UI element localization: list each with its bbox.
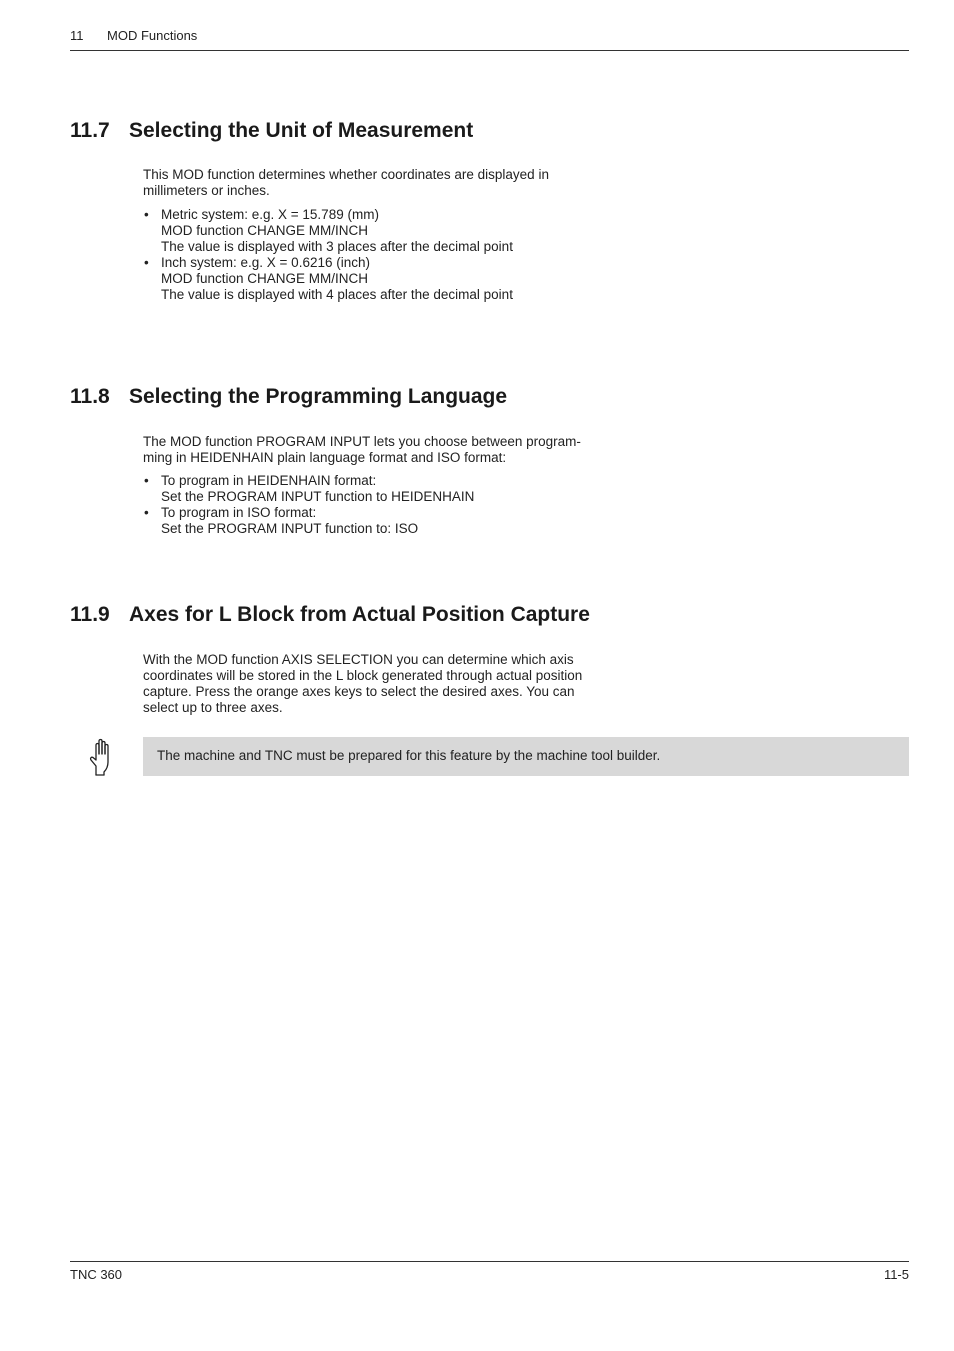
paragraph-line: coordinates will be stored in the L block generated through actual position (143, 668, 583, 683)
list-item-line: MOD function CHANGE MM/INCH (161, 271, 369, 286)
list-item-line: Metric system: e.g. X = 15.789 (mm) (161, 207, 379, 222)
section-paragraph (143, 652, 623, 716)
list-item-line: The value is displayed with 3 places after the decimal point (161, 239, 513, 254)
footer-product: TNC 360 (70, 1267, 123, 1282)
section-number: 11.9 (70, 603, 110, 626)
section-heading-programming-language (70, 384, 507, 410)
bullet-glyph: • (144, 505, 149, 520)
section-heading-unit-of-measurement (70, 118, 473, 144)
list-item (143, 207, 623, 255)
bullet-glyph: • (144, 207, 149, 222)
list-item (143, 473, 623, 505)
page-footer (70, 1261, 909, 1282)
paragraph-line: capture. Press the orange axes keys to select the desired axes. You can (143, 684, 575, 699)
bullet-list (143, 207, 623, 303)
list-item-line: Set the PROGRAM INPUT function to HEIDENHAIN (161, 489, 475, 504)
section-heading-axes-actual-position-capture (70, 602, 590, 628)
footer-page-number: 11-5 (883, 1267, 909, 1282)
list-item-line: MOD function CHANGE MM/INCH (161, 223, 369, 238)
bullet-list (143, 473, 623, 537)
paragraph-line: select up to three axes. (143, 700, 283, 715)
list-item-line: To program in HEIDENHAIN format: (161, 473, 377, 488)
section-number: 11.8 (70, 385, 110, 408)
chapter-number: 11 (70, 28, 84, 43)
list-item (143, 255, 623, 303)
paragraph-line: ming in HEIDENHAIN plain language format and ISO format: (143, 450, 507, 465)
page-header (70, 27, 909, 51)
paragraph-line: This MOD function determines whether coordinates are displayed in (143, 167, 549, 182)
section-paragraph (143, 167, 623, 199)
list-item (143, 505, 623, 537)
section-title-text: Selecting the Programming Language (129, 385, 508, 408)
bullet-glyph: • (144, 255, 149, 270)
list-item-line: Set the PROGRAM INPUT function to: ISO (161, 521, 419, 536)
note-text: The machine and TNC must be prepared for this feature by the machine tool builder. (157, 748, 661, 763)
section-title-text: Selecting the Unit of Measurement (129, 119, 474, 142)
bullet-glyph: • (144, 473, 149, 488)
paragraph-line: With the MOD function AXIS SELECTION you can determine which axis (143, 652, 574, 667)
list-item-line: To program in ISO format: (161, 505, 317, 520)
section-title-text: Axes for L Block from Actual Position Capture (129, 603, 590, 626)
pointing-hand-icon (86, 736, 118, 778)
list-item-line: Inch system: e.g. X = 0.6216 (inch) (161, 255, 370, 270)
section-number: 11.7 (70, 119, 110, 142)
paragraph-line: millimeters or inches. (143, 183, 270, 198)
section-paragraph (143, 434, 623, 466)
chapter-title: MOD Functions (107, 28, 198, 43)
list-item-line: The value is displayed with 4 places after the decimal point (161, 287, 513, 302)
note-box (143, 737, 909, 776)
paragraph-line: The MOD function PROGRAM INPUT lets you choose between program- (143, 434, 581, 449)
